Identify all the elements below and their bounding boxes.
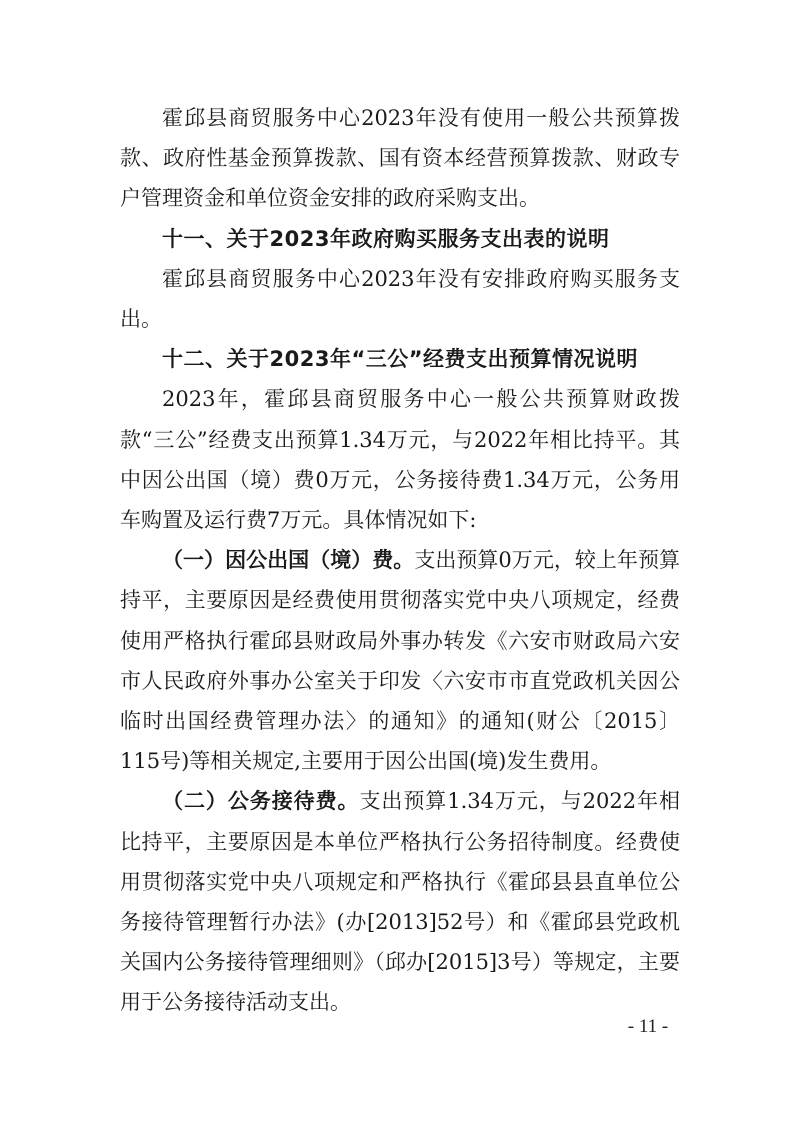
subheading-reception: （二）公务接待费。	[162, 789, 360, 814]
overseas-body: 支出预算0万元，较上年预算持平，主要原因是经费使用贯彻落实党中央八项规定，经费使用严格执行霍邱县财政局外事办转发《六安市财政局六安市人民政府外事办公室关于印发〈六安市市直党政机关因公临时出国经费管理办法〉的通知》的通知(财公〔2015〕115号)等相关规定,主要用于因公出国(境)发生费用。	[120, 548, 680, 774]
paragraph-service-purchase: 霍邱县商贸服务中心2023年没有安排政府购买服务支出。	[120, 266, 680, 332]
paragraph-three-public-expenses: 2023年，霍邱县商贸服务中心一般公共预算财政拨款“三公”经费支出预算1.34万元，与2022年相比持平。其中因公出国（境）费0万元，公务接待费1.34万元，公务用车购置及运行费7万元。具体情况如下:	[120, 387, 680, 533]
heading-section-12: 十二、关于2023年“三公”经费支出预算情况说明	[162, 347, 639, 372]
heading-section-11: 十一、关于2023年政府购买服务支出表的说明	[162, 226, 610, 251]
paragraph-procurement: 霍邱县商贸服务中心2023年没有使用一般公共预算拨款、政府性基金预算拨款、国有资本经营预算拨款、财政专户管理资金和单位资金安排的政府采购支出。	[120, 106, 680, 211]
paragraph-overseas-expenses	[120, 540, 680, 781]
paragraph-reception-expenses	[120, 781, 680, 1022]
subheading-overseas: （一）因公出国（境）费。	[162, 548, 415, 573]
document-body	[120, 98, 680, 1023]
reception-body: 支出预算1.34万元，与2022年相比持平，主要原因是本单位严格执行公务招待制度。经费使用贯彻落实党中央八项规定和严格执行《霍邱县县直单位公务接待管理暂行办法》(办[2013]52号）和《霍邱县党政机关国内公务接待管理细则》（邱办[2015]3号）等规定，主要用于公务接待活动支出。	[120, 789, 681, 1015]
page-number: - 11 -	[627, 1016, 669, 1037]
